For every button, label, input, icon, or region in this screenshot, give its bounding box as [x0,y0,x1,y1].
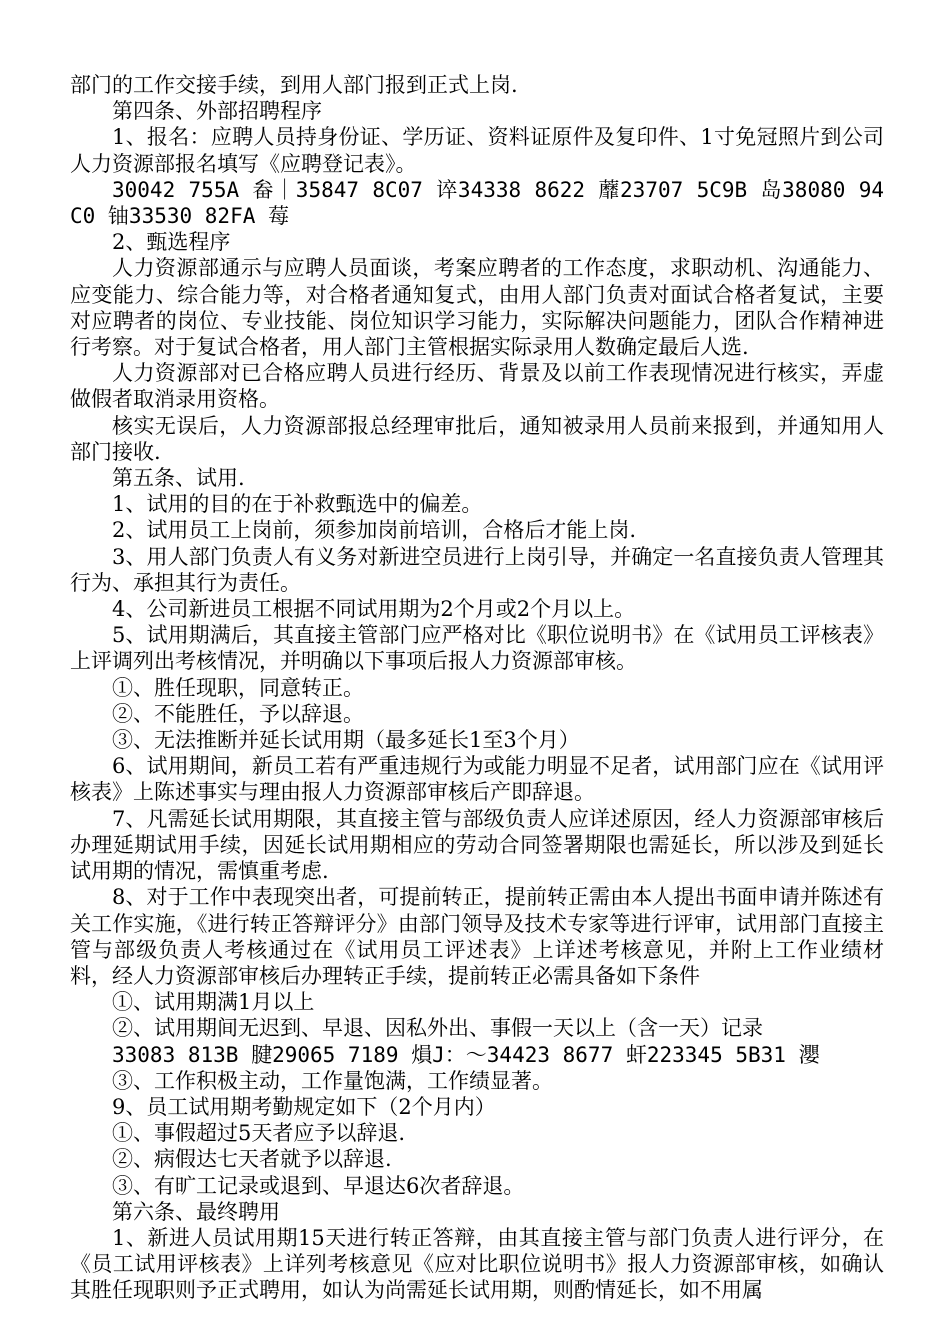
paragraph: 9、员工试用期考勤规定如下（2个月内） [112,1094,496,1119]
paragraph: 1、新进人员试用期15天进行转正答辩，由其直接主管与部门负责人进行评分，在《员工试用评核表》上详列考核意见《应对比职位说明书》报人力资源部审核，如确认其胜任现职则予正式聘用，如认为尚需延长试用期，则酌情延长，如不用属 [70,1225,884,1303]
paragraph: 1、报名：应聘人员持身份证、学历证、资料证原件及复印件、1寸免冠照片到公司人力资源部报名填写《应聘登记表》。 [70,125,884,176]
paragraph: 4、公司新进员工根据不同试用期为2个月或2个月以上。 [112,597,636,622]
paragraph: 2、试用员工上岗前，须参加岗前培训，合格后才能上岗. [112,518,637,543]
paragraph: 30042 755A 畚｜35847 8C07 谇34338 8622 蘼23707 5C9B 岛38080 94C0 铀33530 82FA 莓 [70,177,884,229]
paragraph: 人力资源部通示与应聘人员面谈，考案应聘者的工作态度，求职动机、沟通能力、应变能力、综合能力等，对合格者通知复式，由用人部门负责对面试合格者复试，主要对应聘者的岗位、专业技能、岗位知识学习能力，实际解决问题能力，团队合作精神进行考察。对于复试合格者，用人部门主管根据实际录用人数确定最后人选. [70,256,884,360]
paragraph: ③、有旷工记录或退到、早退达6次者辞退。 [112,1173,525,1198]
paragraph: 部门的工作交接手续，到用人部门报到正式上岗. [70,73,518,97]
paragraph: ②、病假达七天者就予以辞退. [112,1147,392,1172]
paragraph: 第六条、最终聘用 [112,1199,280,1224]
paragraph: ②、不能胜任，予以辞退。 [112,701,364,726]
paragraph: ①、胜任现职，同意转正。 [112,675,364,700]
paragraph: ①、事假超过5天者应予以辞退. [112,1121,406,1146]
paragraph: 5、试用期满后，其直接主管部门应严格对比《职位说明书》在《试用员工评核表》上评调列出考核情况，并明确以下事项后报人力资源部审核。 [70,623,884,674]
paragraph: 第五条、试用. [112,466,245,491]
paragraph: 1、试用的目的在于补救甄选中的偏差。 [112,492,483,517]
paragraph: 7、凡需延长试用期限，其直接主管与部级负责人应详述原因，经人力资源部审核后办理延期试用手续，因延长试用期相应的劳动合同签署期限也需延长，所以涉及到延长试用期的情况，需慎重考虑. [70,806,884,884]
paragraph: 核实无误后，人力资源部报总经理审批后，通知被录用人员前来报到，并通知用人部门接收. [70,413,884,464]
paragraph: ②、试用期间无迟到、早退、因私外出、事假一天以上（含一天）记录 [112,1016,763,1041]
paragraph: ③、无法推断并延长试用期（最多延长1至3个月） [112,728,580,753]
paragraph: 3、用人部门负责人有义务对新进空员进行上岗引导，并确定一名直接负责人管理其行为、承担其行为责任。 [70,544,884,595]
paragraph: 2、甄选程序 [112,230,231,255]
paragraph: ①、试用期满1月以上 [112,990,315,1015]
paragraph: 人力资源部对已合格应聘人员进行经历、背景及以前工作表现情况进行核实，弄虚做假者取消录用资格。 [70,361,884,412]
paragraph: 8、对于工作中表现突出者，可提前转正，提前转正需由本人提出书面申请并陈述有关工作实施，《进行转正答辩评分》由部门领导及技术专家等进行评审，试用部门直接主管与部级负责人考核通过在《试用员工评述表》上详述考核意见，并附上工作业绩材料，经人力资源部审核后办理转正手续，提前转正必需具备如下条件 [70,885,884,988]
paragraph: 第四条、外部招聘程序 [112,99,322,124]
paragraph: 33083 813B 腱29065 7189 熉J：～34423 8677 虷223345 5B31 瀴 [112,1042,820,1067]
paragraph: 6、试用期间，新员工若有严重违规行为或能力明显不足者，试用部门应在《试用评核表》上陈述事实与理由报人力资源部审核后产即辞退。 [70,754,884,805]
paragraph: ③、工作积极主动，工作量饱满，工作绩显著。 [112,1068,553,1093]
